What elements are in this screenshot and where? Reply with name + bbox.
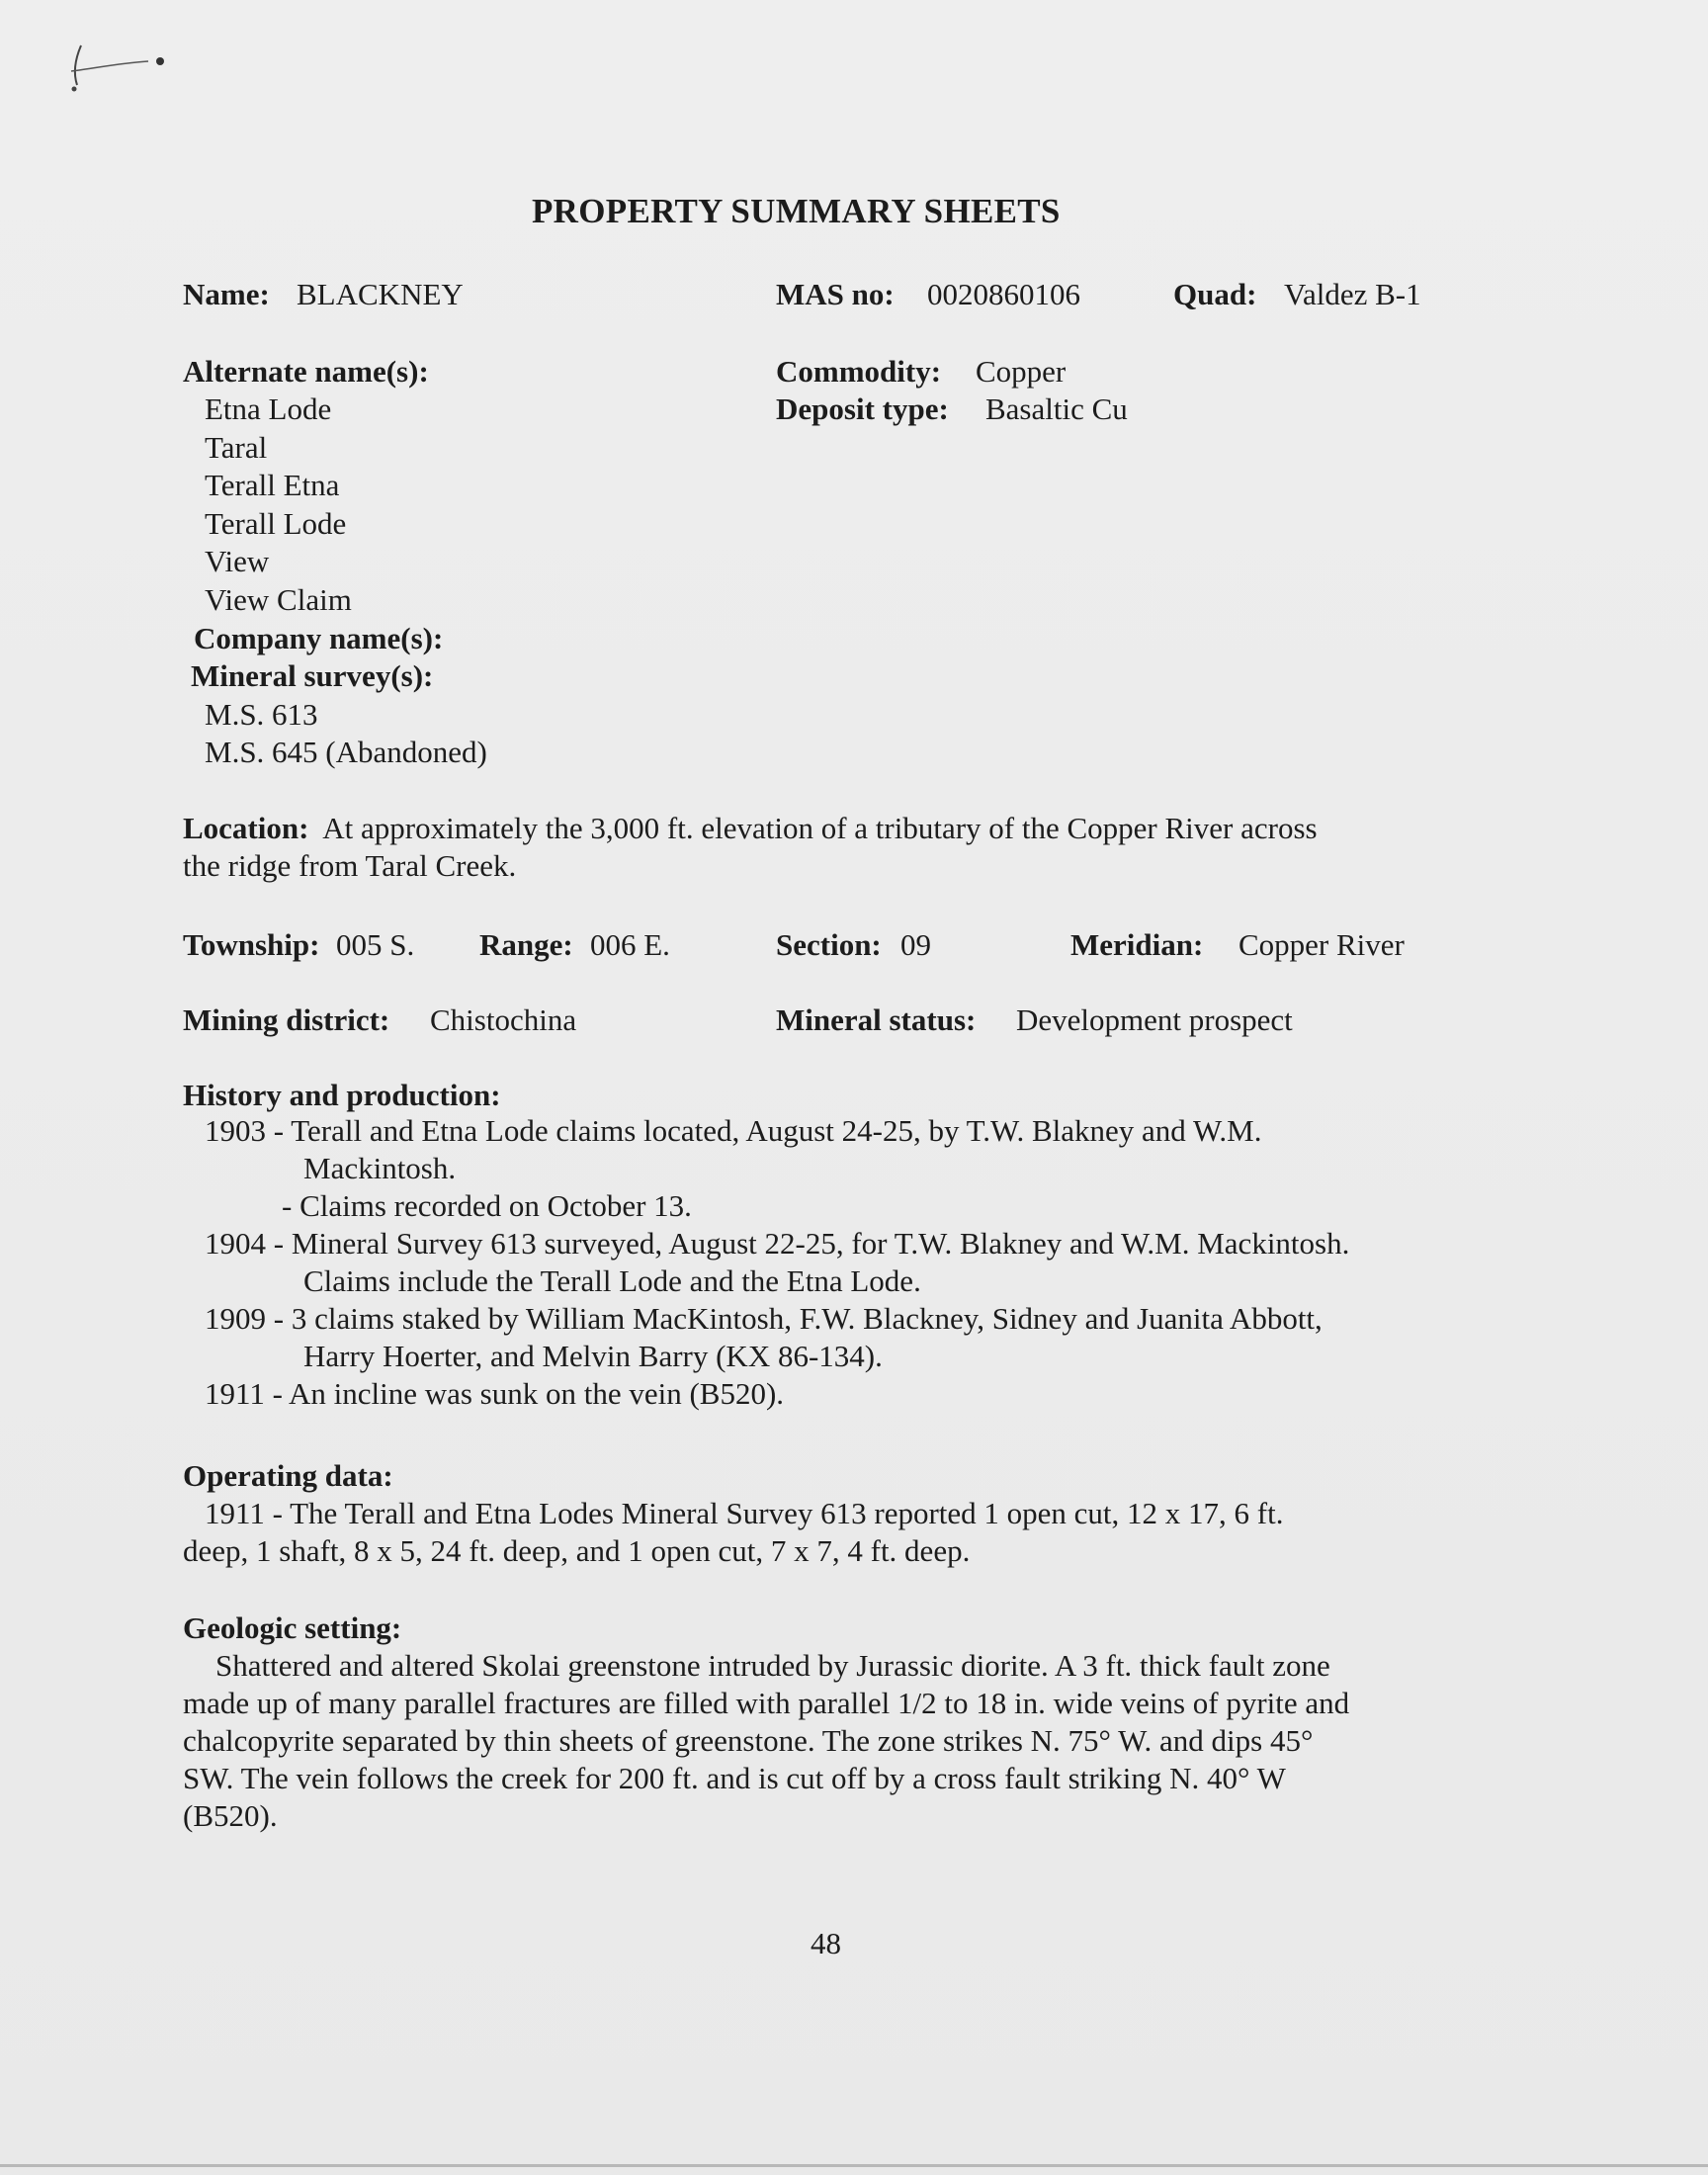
history-line: 1909 - 3 claims staked by William MacKintosh, F.W. Blackney, Sidney and Juanita Abbott, bbox=[205, 1301, 1323, 1336]
history-label: History and production: bbox=[183, 1078, 501, 1112]
alternate-name-item: Taral bbox=[205, 430, 268, 465]
alternate-name-item: Etna Lode bbox=[205, 392, 332, 426]
operating-label: Operating data: bbox=[183, 1458, 393, 1493]
alternate-name-item: View Claim bbox=[205, 582, 352, 617]
deposit-type-label: Deposit type: bbox=[776, 392, 949, 426]
mas-value: 0020860106 bbox=[927, 277, 1080, 311]
township-label: Township: bbox=[183, 927, 320, 962]
geologic-line: made up of many parallel fractures are filled with parallel 1/2 to 18 in. wide veins of pyrite and bbox=[183, 1686, 1350, 1720]
alternate-name-item: Terall Etna bbox=[205, 468, 340, 502]
mineral-surveys-label: Mineral survey(s): bbox=[191, 658, 434, 693]
pen-mark-icon bbox=[59, 40, 178, 109]
operating-line-1: 1911 - The Terall and Etna Lodes Mineral Survey 613 reported 1 open cut, 12 x 17, 6 ft. bbox=[205, 1496, 1284, 1530]
range-label: Range: bbox=[479, 927, 573, 962]
location-label: Location: bbox=[183, 811, 309, 845]
township-value: 005 S. bbox=[336, 927, 415, 962]
name-value: BLACKNEY bbox=[297, 277, 464, 311]
company-names-label: Company name(s): bbox=[194, 621, 444, 655]
geologic-line: chalcopyrite separated by thin sheets of greenstone. The zone strikes N. 75° W. and dips 45° bbox=[183, 1723, 1314, 1758]
page-title: PROPERTY SUMMARY SHEETS bbox=[532, 192, 1061, 230]
range-value: 006 E. bbox=[590, 927, 670, 962]
alternate-names-label: Alternate name(s): bbox=[183, 354, 429, 389]
history-list bbox=[183, 1112, 1350, 1413]
commodity-label: Commodity: bbox=[776, 354, 942, 389]
geologic-line: Shattered and altered Skolai greenstone intruded by Jurassic diorite. A 3 ft. thick fault zone bbox=[215, 1648, 1330, 1683]
history-line: Mackintosh. bbox=[303, 1151, 457, 1185]
meridian-value: Copper River bbox=[1238, 927, 1405, 962]
name-label: Name: bbox=[183, 277, 270, 311]
mining-district-value: Chistochina bbox=[430, 1002, 577, 1037]
history-line: 1911 - An incline was sunk on the vein (B520). bbox=[205, 1376, 785, 1411]
deposit-type-value: Basaltic Cu bbox=[985, 392, 1128, 426]
mineral-survey-item: M.S. 613 bbox=[205, 697, 318, 732]
section-label: Section: bbox=[776, 927, 882, 962]
mineral-survey-item: M.S. 645 (Abandoned) bbox=[205, 735, 487, 769]
quad-value: Valdez B-1 bbox=[1284, 277, 1421, 311]
alternate-name-item: Terall Lode bbox=[205, 506, 347, 541]
mineral-status-value: Development prospect bbox=[1016, 1002, 1293, 1037]
page-number: 48 bbox=[811, 1926, 841, 1960]
location-line-2: the ridge from Taral Creek. bbox=[183, 848, 517, 883]
geologic-line: (B520). bbox=[183, 1798, 278, 1833]
meridian-label: Meridian: bbox=[1070, 927, 1204, 962]
mining-district-label: Mining district: bbox=[183, 1002, 390, 1037]
history-line: 1903 - Terall and Etna Lode claims located, August 24-25, by T.W. Blakney and W.M. bbox=[205, 1113, 1262, 1148]
operating-line-2: deep, 1 shaft, 8 x 5, 24 ft. deep, and 1 open cut, 7 x 7, 4 ft. deep. bbox=[183, 1533, 971, 1568]
history-line: - Claims recorded on October 13. bbox=[282, 1188, 692, 1223]
history-line: Harry Hoerter, and Melvin Barry (KX 86-134). bbox=[303, 1339, 883, 1373]
location-value: At approximately the 3,000 ft. elevation of a tributary of the Copper River across bbox=[322, 811, 1318, 845]
mas-label: MAS no: bbox=[776, 277, 895, 311]
geologic-label: Geologic setting: bbox=[183, 1610, 402, 1645]
quad-label: Quad: bbox=[1173, 277, 1257, 311]
commodity-value: Copper bbox=[976, 354, 1067, 389]
section-value: 09 bbox=[900, 927, 931, 962]
geologic-line: SW. The vein follows the creek for 200 ft. and is cut off by a cross fault striking N. 40° W bbox=[183, 1761, 1286, 1795]
location-line-1 bbox=[183, 809, 1318, 847]
mineral-status-label: Mineral status: bbox=[776, 1002, 977, 1037]
history-line: 1904 - Mineral Survey 613 surveyed, August 22-25, for T.W. Blakney and W.M. Mackintosh. bbox=[205, 1226, 1350, 1261]
history-line: Claims include the Terall Lode and the Etna Lode. bbox=[303, 1263, 921, 1298]
alternate-name-item: View bbox=[205, 544, 270, 578]
page-bottom-edge bbox=[0, 2164, 1708, 2167]
